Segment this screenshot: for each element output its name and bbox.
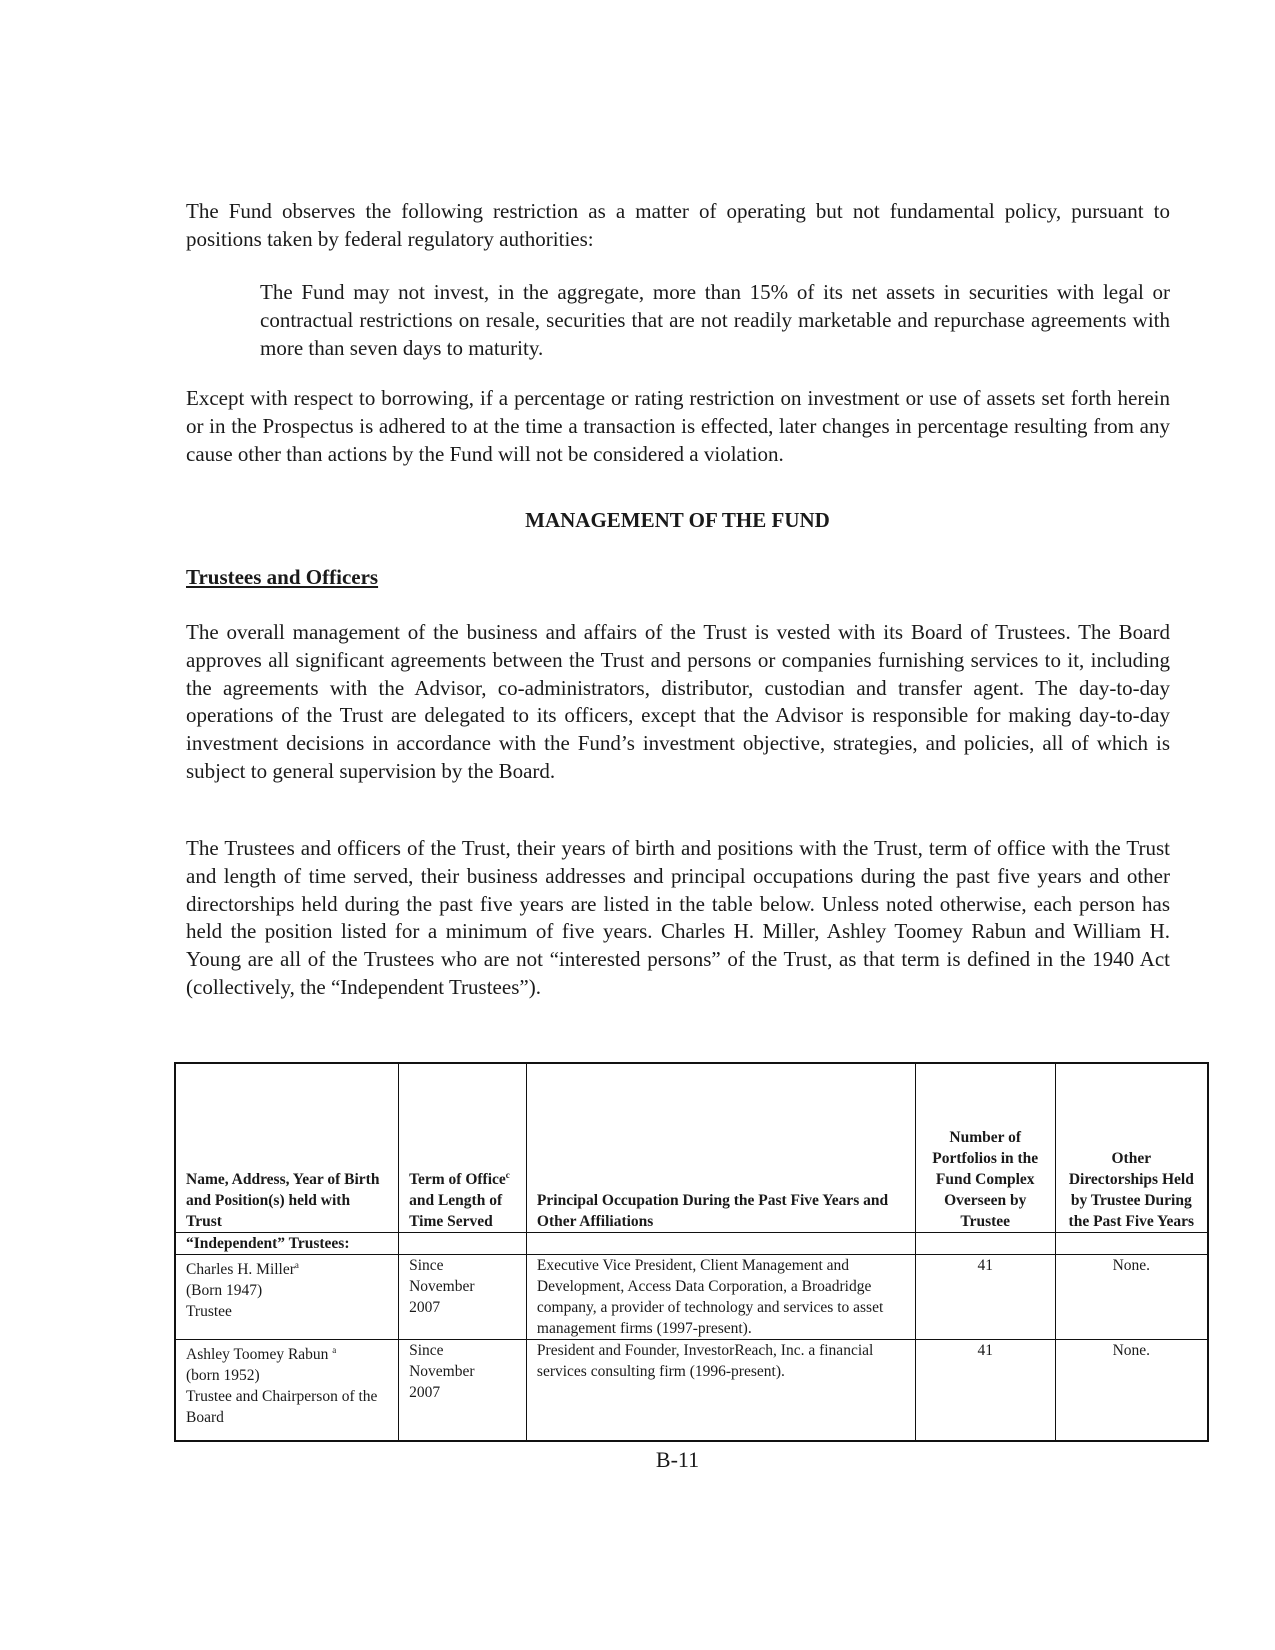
trustee-name: Charles H. Miller xyxy=(186,1261,295,1279)
group-empty-cell xyxy=(526,1233,915,1255)
term-line: 2007 xyxy=(409,1384,441,1401)
section-heading: MANAGEMENT OF THE FUND xyxy=(525,508,830,532)
cell-term xyxy=(399,1255,527,1340)
header-term-sup: c xyxy=(505,1169,510,1180)
cell-occupation: President and Founder, InvestorReach, Inc. a financial services consulting firm (1996-present). xyxy=(526,1340,915,1442)
restriction-quote: The Fund may not invest, in the aggregate, more than 15% of its net assets in securities with legal or contractual restrictions on resale, securities that are not readily marketable and repurchase agreements with more than seven days to maturity. xyxy=(260,280,1170,360)
trustee-position: Trustee and Chairperson of the Board xyxy=(186,1388,378,1427)
cell-portfolios: 41 xyxy=(915,1340,1055,1442)
trustee-name: Ashley Toomey Rabun xyxy=(186,1346,329,1364)
trustees-table xyxy=(174,1062,1209,1442)
cell-directorships: None. xyxy=(1055,1340,1208,1442)
trustee-born: (born 1952) xyxy=(186,1367,260,1385)
cell-directorships: None. xyxy=(1055,1255,1208,1340)
term-line: November xyxy=(409,1363,475,1380)
cell-portfolios: 41 xyxy=(915,1255,1055,1340)
sub-heading: Trustees and Officers xyxy=(186,565,379,589)
trustee-name-line xyxy=(186,1340,388,1365)
table-row xyxy=(175,1255,1208,1340)
trustee-position: Trustee xyxy=(186,1303,232,1321)
operating-policy-paragraph: The Fund observes the following restriction as a matter of operating but not fundamental policy, pursuant to positions taken by federal regulatory authorities: xyxy=(186,199,1170,251)
header-name: Name, Address, Year of Birth and Position(s) held with Trust xyxy=(175,1063,399,1233)
header-portfolios: Number of Portfolios in the Fund Complex Overseen by Trustee xyxy=(915,1063,1055,1233)
table-row xyxy=(175,1340,1208,1442)
group-empty-cell xyxy=(915,1233,1055,1255)
cell-occupation: Executive Vice President, Client Management and Development, Access Data Corporation, a Broadridge company, a provider of technology and services to asset management firms (1997-present). xyxy=(526,1255,915,1340)
cell-name xyxy=(175,1340,399,1442)
group-empty-cell xyxy=(1055,1233,1208,1255)
trustee-name-line xyxy=(186,1255,388,1280)
term-line: Since xyxy=(409,1257,444,1274)
trustee-born: (Born 1947) xyxy=(186,1282,263,1300)
header-term xyxy=(399,1063,527,1233)
trustee-name-sup: a xyxy=(294,1260,299,1270)
trustees-paragraph: The Trustees and officers of the Trust, their years of birth and positions with the Trust, term of office with the Trust and length of time served, their business addresses and principal occupations during the past five years and other directorships held during the past five years are listed in the table below. Unless noted otherwise, each person has held the position listed for a minimum of five years. Charles H. Miller, Ashley Toomey Rabun and William H. Young are all of the Trustees who are not “interested persons” of the Trust, as that term is defined in the 1940 Act (collectively, the “Independent Trustees”). xyxy=(186,836,1170,999)
percentage-restriction-paragraph: Except with respect to borrowing, if a percentage or rating restriction on investment or use of assets set forth herein or in the Prospectus is adhered to at the time a transaction is effected, later changes in percentage resulting from any cause other than actions by the Fund will not be considered a violation. xyxy=(186,386,1170,466)
header-term-a: Term of Office xyxy=(409,1171,506,1188)
term-line: 2007 xyxy=(409,1299,441,1316)
header-term-b: and Length of Time Served xyxy=(409,1192,503,1230)
table-header-row xyxy=(175,1063,1208,1233)
cell-name xyxy=(175,1255,399,1340)
group-empty-cell xyxy=(399,1233,527,1255)
header-directorships: Other Directorships Held by Trustee During the Past Five Years xyxy=(1055,1063,1208,1233)
header-occupation: Principal Occupation During the Past Five Years and Other Affiliations xyxy=(526,1063,915,1233)
group-row xyxy=(175,1233,1208,1255)
cell-term xyxy=(399,1340,527,1442)
term-line: November xyxy=(409,1278,475,1295)
group-label: “Independent” Trustees: xyxy=(175,1233,399,1255)
management-paragraph: The overall management of the business and affairs of the Trust is vested with its Board of Trustees. The Board approves all significant agreements between the Trust and persons or companies furnishing services to it, including the agreements with the Advisor, co-administrators, distributor, custodian and transfer agent. The day-to-day operations of the Trust are delegated to its officers, except that the Advisor is responsible for making day-to-day investment decisions in accordance with the Fund’s investment objective, strategies, and policies, all of which is subject to general supervision by the Board. xyxy=(186,620,1170,783)
term-line: Since xyxy=(409,1342,444,1359)
trustee-name-sup: a xyxy=(332,1345,337,1355)
page-number: B-11 xyxy=(655,1447,700,1472)
